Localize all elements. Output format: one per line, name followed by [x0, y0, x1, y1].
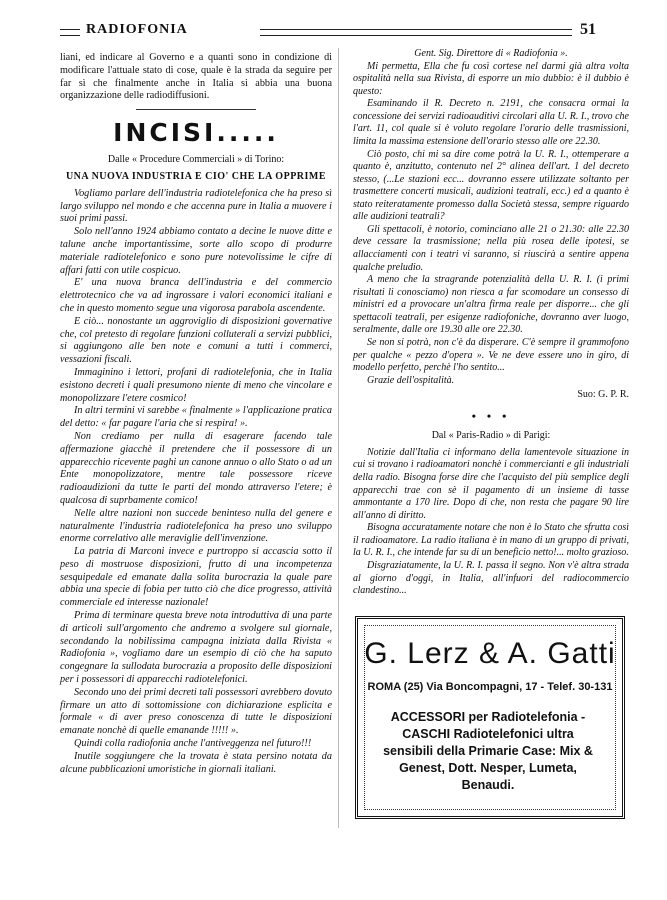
ad-description: ACCESSORI per Radiotelefonia - CASCHI Radiotelefonici ultra sensibili della Primarie Case: Mix & Genest, Dott. Nesper, Lumeta, Benaudi.: [383, 710, 593, 792]
ad-address: ROMA (25) Via Boncompagni, 17 - Telef. 30-131: [367, 681, 613, 693]
article-paragraph: Prima di terminare questa breve nota introduttiva di una parte di articoli sull'argomento che andremo a svolgere sul giornale, secondando la nobilissima campagna iniziata dalla Rivista « Radiofonia », vogliamo dare un esempio di ciò che ha saputo congegnare la sullodata burocrazia a proposito delle disposizioni per i possessori di apparecchi radiotelefonici.: [60, 610, 332, 686]
header-rule-left: [60, 29, 80, 36]
letter-paragraph: Grazie dell'ospitalità.: [367, 374, 455, 386]
paris-paragraph: Disgraziatamente, la U. R. I. passa il segno. Non v'è altra strada al giorno d'oggi, in Italia, all'infuori del radiocommercio clandestino...: [353, 559, 629, 597]
article-paragraph: E' una nuova branca dell'industria e del commercio elettrotecnico che va ad ingrossare i valori economici italiani e che in questo momento segue una vigorosa parabola ascendente.: [60, 277, 332, 314]
article-paragraph: Secondo uno dei primi decreti tali possessori avrebbero dovuto firmare un atto di sottomissione con dichiarazione esplicita e formale « di aver preso conoscenza di tutte le disposizioni emanate nonchè di quelle emanande !!!!! ».: [60, 686, 332, 737]
article-paragraph: Solo nell'anno 1924 abbiamo contato a decine le nuove ditte e talune anche importantissime, sorte allo scopo di produrre materiale radiotelefonico e sono pure notevolissime le cifre di affari fatti con utile cospicuo.: [60, 226, 332, 276]
article-paragraph: E ciò... nonostante un aggroviglio di disposizioni governative che, col pretesto di regolare funzioni colluterali a servizi pubblici, si aggiungono alle ben note e comuni a tutti i commerci, vessazioni fiscali.: [60, 315, 332, 366]
paris-paragraph: Bisogna accuratamente notare che non è lo Stato che sfrutta così il radioamatore. La radio italiana è in mano di un gruppo di privati, la U. R. I., che intende far su di un beneficio netto!... molto grazioso.: [353, 522, 629, 559]
article-paragraph: Quindi colla radiofonia anche l'antiveggenza nel futuro!!!: [74, 738, 312, 750]
separator-dots: • • •: [471, 408, 511, 423]
letter-paragraph: Gli spettacoli, è notorio, cominciano alle 21 o 21.30: alle 22.30 deve cessare la trasmissione; nella più rosea delle ipotesi, se allacciamenti con i teatri vi saranno, si riuscirà a sentire appena qualche preludio.: [353, 223, 629, 273]
article-paragraph: In altri termini vi sarebbe « finalmente » l'applicazione pratica del detto: « far pagare l'aria che si respira! ».: [60, 405, 332, 430]
ad-brand: G. Lerz & A. Gatti: [364, 637, 616, 670]
journal-title: RADIOFONIA: [86, 22, 188, 37]
letter-salutation: Gent. Sig. Direttore di « Radiofonia ».: [414, 48, 568, 59]
intro-paragraph: liani, ed indicare al Governo e a quanti sono in condizione di modificare l'attuale stato di cose, quale è la strada da seguire per far sì che finalmente anche in Italia si abbia una buona organizzazione delle radiodiffusioni.: [60, 52, 332, 102]
section-title: INCISI.....: [113, 118, 279, 148]
article-headline: UNA NUOVA INDUSTRIA E CIO' CHE LA OPPRIME: [65, 170, 327, 182]
page-header: [60, 22, 600, 42]
letter-signature: Suo: G. P. R.: [577, 389, 629, 401]
article-paragraph: Immaginino i lettori, profani di radiotelefonia, che in Italia esistono decreti i quali presumono niente di meno che vincolare e monopolizzare l'etere cosmico!: [60, 366, 332, 404]
article-paragraph: La patria di Marconi invece e purtroppo si accascia sotto il peso di mostruose disposizioni, frutto di una incompetenza sesquipedale ed emanate dalla solita burocrazia la quale pare abbia una specie di fobia per tutto ciò che dice progresso, attività commerciale ed interesse nazionale!: [60, 546, 332, 609]
header-rule-right: [260, 29, 572, 36]
column-divider: [338, 48, 339, 828]
letter-paragraph: Mi permetta, Ella che fu così cortese nel darmi già altra volta ospitalità nella sua Rivista, di esporre un mio dubbio: è il dubbio è questo:: [353, 60, 629, 97]
letter-paragraph: A meno che la stragrande potenzialità della U. R. I. (i primi risultati li conosciamo) non riesca a far scomodare un consesso di ministri ed a provocare un'altra firma reale per disporre... che gli spettacoli teatrali, per esigenze radiofoniche, dovranno aver luogo, seralmente, dalle ore 19.30 alle ore 22.30.: [353, 274, 629, 336]
article-paragraph: Vogliamo parlare dell'industria radiotelefonica che ha preso sì largo sviluppo nel mondo e che accenna pure in Italia a muovere i suoi primi passi.: [60, 187, 332, 225]
article-paragraph: Nelle altre nazioni non succede beninteso nulla del genere e naturalmente l'industria radiotelefonica ha preso uno sviluppo enorme correlativo alle meraviglie dell'invenzione.: [60, 507, 332, 545]
left-column: [60, 52, 332, 776]
letter-paragraph: Esaminando il R. Decreto n. 2191, che consacra ormai la concessione dei servizi radioauditivi circolari alla U. R. I., trovo che l'art. 11, col quale si è voluto regolare l'orario delle trasmissioni, limita la massima estensione dell'orario stesso alle ore 22.30.: [353, 98, 629, 147]
paris-paragraph: Notizie dall'Italia ci informano della lamentevole situazione in cui si trovano i radioamatori nonchè i commercianti e gli industriali della radio. Bisogna forse dire che l'acquisto del più semplice degli apparecchi trae con sè il pagamento di un insieme di tasse ammontante a 170 lire. Dopo di che, non resta che pagare 90 lire all'anno di diritto.: [353, 446, 629, 521]
page-number: 51: [580, 21, 596, 38]
source-line: Dal « Paris-Radio » di Parigi:: [431, 430, 551, 442]
right-column: [353, 48, 629, 598]
article-paragraph: Inutile soggiungere che la trovata è stata persino notata da alcune pubblicazioni umoristiche in giornali italiani.: [60, 750, 332, 775]
letter-paragraph: Ciò posto, chi mi sa dire come potrà la U. R. I., ottemperare a quanto è, anzitutto, contenuto nel 2° alinea dell'art. 1 del decreto stesso, (...Le stazioni ecc... dovranno essere utilizzate soltanto per trasmettere concerti musicali, audizioni teatrali, ecc.) ed a quanto è stato reiteratamente promesso dalla Società stessa, sempre riguardo alle audizioni teatrali?: [353, 148, 629, 223]
letter-paragraph: Se non si potrà, non c'è da disperare. C'è sempre il grammofono per qualche « pezzo d'opera ». Ve ne deve essere uno in giro, di modello perfetto, perchè l'ho sentito...: [353, 336, 629, 374]
source-line: Dalle « Procedure Commerciali » di Torino:: [107, 154, 285, 166]
article-paragraph: Non crediamo per nulla di esagerare facendo tale affermazione giacchè il pretendere che il possessore di un apparecchio ricevente paghi un canone annuo o allo Stato o ad un Ente monopolizzatore, mentre tale possessore riceve radioaudizioni da tutte le parti del mondo attraverso l'etere; è qualcosa di suprbamente comico!: [60, 430, 332, 506]
section-rule: [136, 109, 256, 110]
advertisement: [355, 616, 625, 819]
